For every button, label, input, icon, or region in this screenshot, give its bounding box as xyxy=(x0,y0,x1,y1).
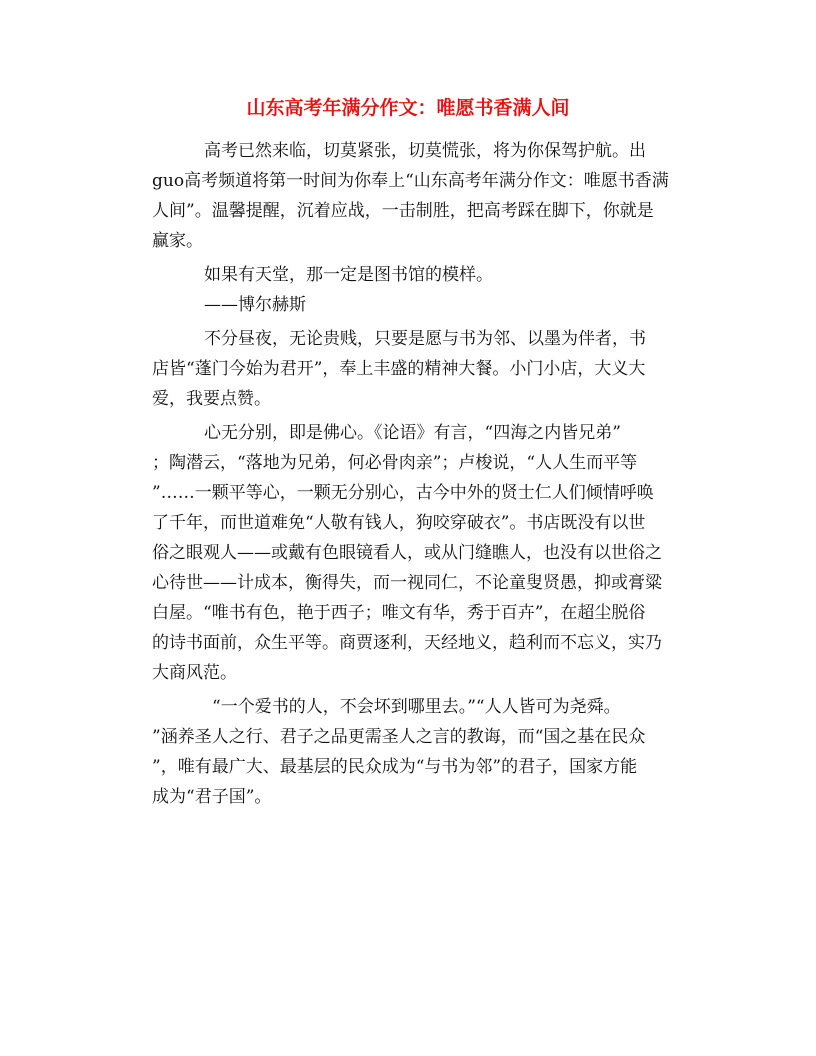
paragraph-4-line-4: 成为“君子国”。 xyxy=(152,787,272,807)
paragraph-4-line-1: “一个爱书的人，不会坏到哪里去。”“人人皆可为尧舜。 xyxy=(212,697,621,717)
paragraph-3-line-1: 心无分别，即是佛心。《论语》有言，“四海之内皆兄弟” xyxy=(204,423,621,443)
paragraph-2-line-1: 不分昼夜，无论贵贱，只要是愿与书为邻、以墨为伴者，书 xyxy=(204,329,646,349)
paragraph-3-line-9: 大商风范。 xyxy=(152,663,237,683)
paragraph-3-line-6: 心待世——计成本，衡得失，而一视同仁，不论童叟贤愚，抑或膏粱 xyxy=(152,573,662,593)
paragraph-3-line-7: 白屋。“唯书有色，艳于西子；唯文有华，秀于百卉”，在超尘脱俗 xyxy=(152,603,646,623)
paragraph-4-line-2: ”涵养圣人之行、君子之品更需圣人之言的教诲，而“国之基在民众 xyxy=(152,727,646,747)
paragraph-3-line-4: 了千年，而世道难免“人敬有钱人，狗咬穿破衣”。书店既没有以世 xyxy=(152,513,646,533)
epigraph-author: ——博尔赫斯 xyxy=(204,295,306,315)
epigraph-quote: 如果有天堂，那一定是图书馆的模样。 xyxy=(204,265,493,285)
paragraph-1-line-1: 高考已然来临，切莫紧张，切莫慌张，将为你保驾护航。出 xyxy=(204,141,646,161)
paragraph-4-line-3: ”，唯有最广大、最基层的民众成为“与书为邻”的君子，国家方能 xyxy=(152,757,638,777)
paragraph-3-line-8: 的诗书面前，众生平等。商贾逐利，天经地义，趋利而不忘义，实乃 xyxy=(152,633,662,653)
paragraph-3-line-2: ；陶潜云，“落地为兄弟，何必骨肉亲”；卢梭说，“人人生而平等 xyxy=(152,453,638,473)
paragraph-2-line-3: 爱，我要点赞。 xyxy=(152,389,271,409)
paragraph-3-line-5: 俗之眼观人——或戴有色眼镜看人，或从门缝瞧人，也没有以世俗之 xyxy=(152,543,662,563)
paragraph-1-line-4: 赢家。 xyxy=(152,231,203,251)
paragraph-1-line-3: 人间”。温馨提醒，沉着应战，一击制胜，把高考踩在脚下，你就是 xyxy=(152,201,654,221)
page-title: 山东高考年满分作文：唯愿书香满人间 xyxy=(246,97,570,119)
paragraph-2-line-2: 店皆“蓬门今始为君开”，奉上丰盛的精神大餐。小门小店，大义大 xyxy=(152,359,646,379)
paragraph-1-line-2: guo高考频道将第一时间为你奉上“山东高考年满分作文：唯愿书香满 xyxy=(152,171,669,191)
paragraph-3-line-3: ”……一颗平等心，一颗无分别心，古今中外的贤士仁人们倾情呼唤 xyxy=(152,483,654,503)
article-body xyxy=(152,136,692,812)
